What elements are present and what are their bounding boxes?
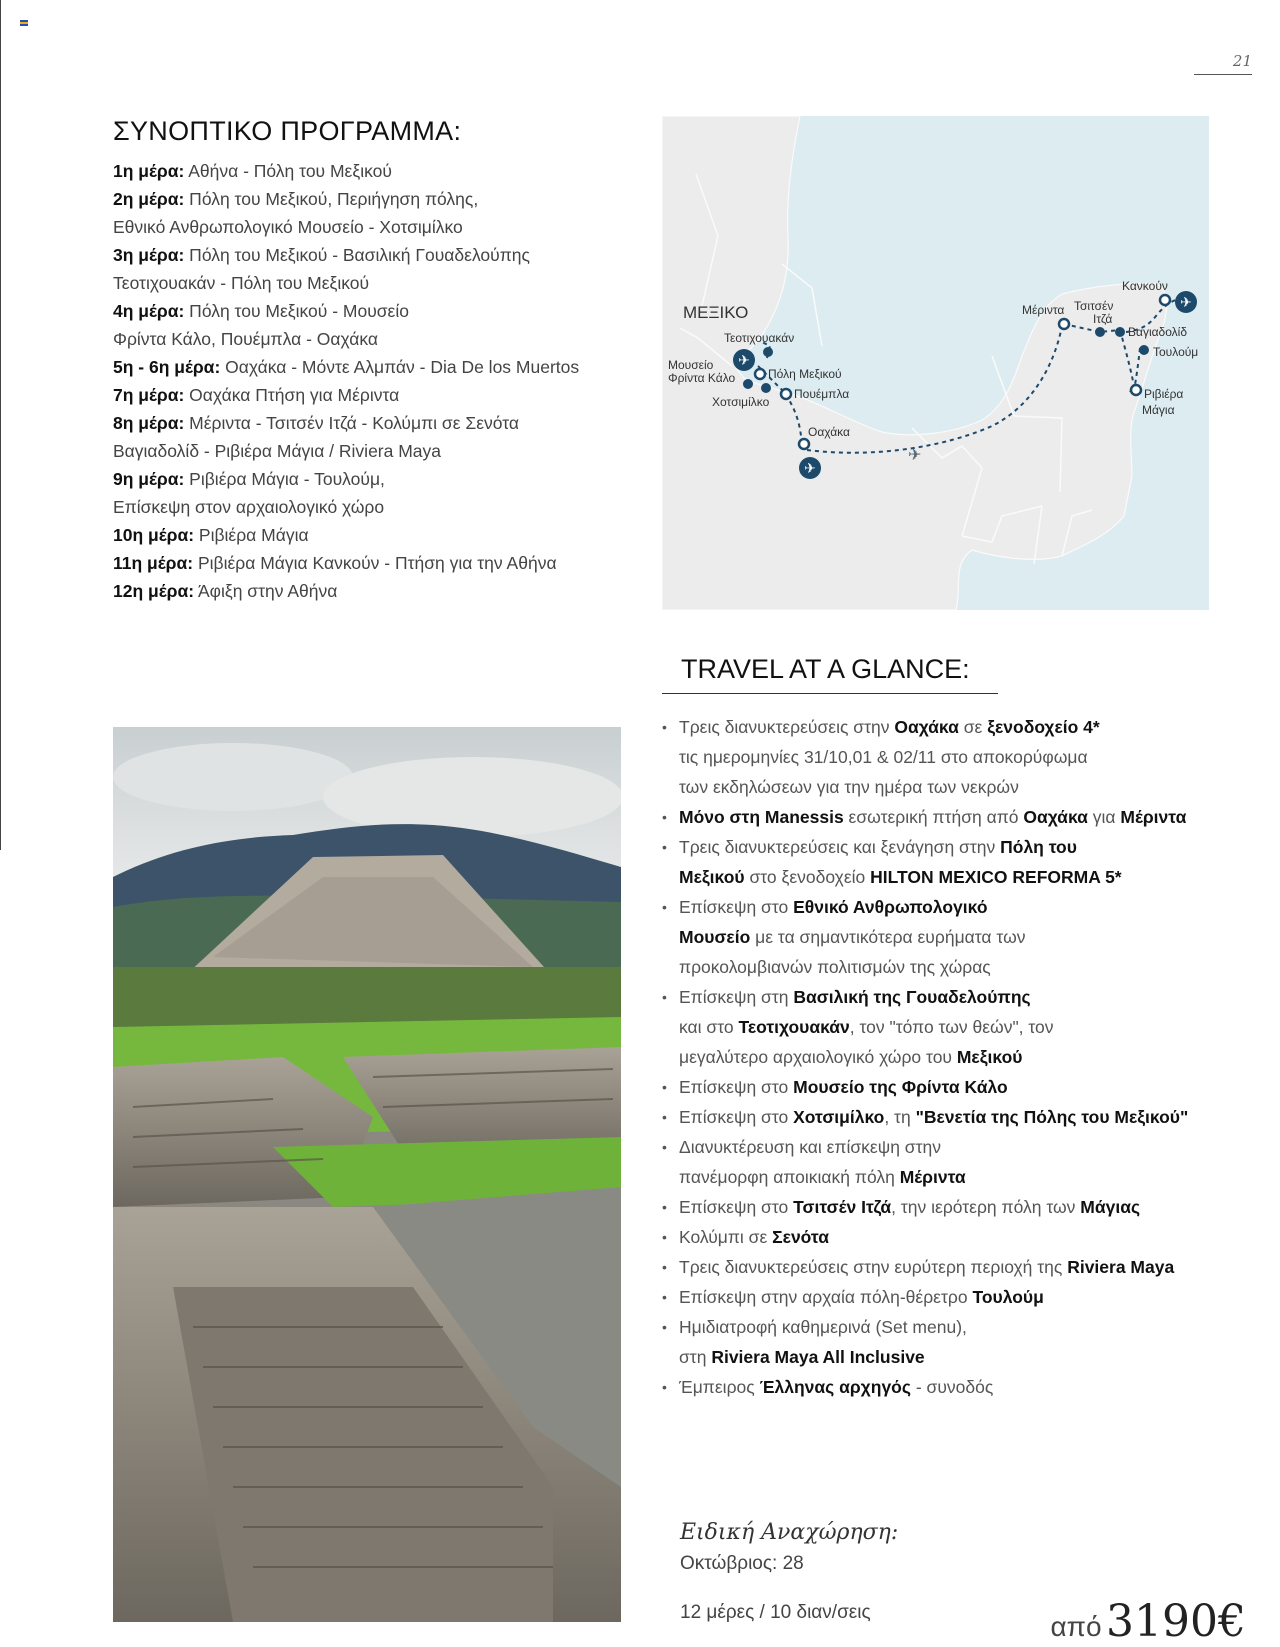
trip-duration: 12 μέρες / 10 διαν/σεις xyxy=(680,1602,871,1623)
program-day-line xyxy=(113,465,633,493)
marker-xochimilco xyxy=(761,383,771,393)
program-day-text: Αθήνα - Πόλη του Μεξικού xyxy=(184,161,392,181)
marker-oaxaca xyxy=(799,439,809,449)
program-day-text: Ριβιέρα Μάγια Κανκούν - Πτήση για την Αθήνα xyxy=(193,553,557,573)
program-day-label: 3η μέρα: xyxy=(113,245,185,265)
bullet-icon: • xyxy=(662,1259,667,1275)
glance-text: μεγαλύτερο αρχαιολογικό χώρο του xyxy=(679,1047,957,1067)
program-day-line xyxy=(113,269,633,297)
glance-item-line xyxy=(679,892,1222,922)
glance-highlight: Οαχάκα xyxy=(1023,807,1088,827)
glance-item-line xyxy=(679,1162,1222,1192)
program-day-line xyxy=(113,353,633,381)
program-day-line xyxy=(113,521,633,549)
program-day-line xyxy=(113,437,633,465)
airport-icon-mexico xyxy=(733,349,755,371)
glance-text: εσωτερική πτήση από xyxy=(843,807,1024,827)
program-day-text: Ριβιέρα Μάγια - Τουλούμ, xyxy=(184,469,385,489)
glance-text: , τη xyxy=(884,1107,916,1127)
program-day-text: Ριβιέρα Μάγια xyxy=(194,525,309,545)
glance-highlight: Πόλη του xyxy=(1000,837,1077,857)
glance-item-line xyxy=(679,712,1222,742)
marker-mexico-city xyxy=(755,369,765,379)
glance-item xyxy=(662,1132,1222,1192)
map-label-puebla: Πουέμπλα xyxy=(794,387,850,401)
program-day-text: Επίσκεψη στον αρχαιολογικό χώρο xyxy=(113,497,385,517)
program-day-text: Φρίντα Κάλο, Πουέμπλα - Οαχάκα xyxy=(113,329,378,349)
glance-text: Επίσκεψη στο xyxy=(679,1197,794,1217)
program-day-text: Οαχάκα Πτήση για Μέριντα xyxy=(184,385,400,405)
marker-museum xyxy=(743,379,753,389)
bullet-icon: • xyxy=(662,1379,667,1395)
program-day-line xyxy=(113,577,633,605)
glance-highlight: Οαχάκα xyxy=(894,717,959,737)
bullet-icon: • xyxy=(662,989,667,1005)
glance-text: Τρεις διανυκτερεύσεις στην ευρύτερη περιοχή της xyxy=(679,1257,1068,1277)
glance-highlight: Τσιτσέν Ιτζά xyxy=(793,1197,892,1217)
bullet-icon: • xyxy=(662,899,667,915)
map-label-oaxaca: Οαχάκα xyxy=(808,425,850,439)
glance-highlight: "Βενετία της Πόλης του Μεξικού" xyxy=(915,1107,1189,1127)
glance-text: Έμπειρος xyxy=(679,1377,760,1397)
glance-item xyxy=(662,982,1222,1072)
glance-item xyxy=(662,802,1222,832)
program-day-text: Βαγιαδολίδ - Ριβιέρα Μάγια / Riviera Maya xyxy=(113,441,442,461)
program-day-line xyxy=(113,213,633,241)
map-label-riviera-2: Μάγια xyxy=(1142,403,1175,417)
glance-item-line xyxy=(679,982,1222,1012)
marker-cancun xyxy=(1160,295,1170,305)
glance-item-line xyxy=(679,952,1222,982)
glance-text: με τα σημαντικότερα ευρήματα των xyxy=(750,927,1026,947)
program-title: ΣΥΝΟΠΤΙΚΟ ΠΡΟΓΡΑΜΜΑ: xyxy=(113,116,462,146)
glance-item-line xyxy=(679,1222,1222,1252)
glance-item-line xyxy=(679,1012,1222,1042)
price-block xyxy=(1050,1596,1246,1647)
program-day-label: 4η μέρα: xyxy=(113,301,185,321)
glance-highlight: Μάγιας xyxy=(1080,1197,1141,1217)
glance-item xyxy=(662,712,1222,802)
glance-highlight: Μεξικού xyxy=(679,867,745,887)
marker-puebla xyxy=(781,389,791,399)
glance-text: σε xyxy=(958,717,988,737)
page-number: 21 xyxy=(1194,52,1252,75)
program-day-line xyxy=(113,241,633,269)
glance-text: , την ιερότερη πόλη των xyxy=(891,1197,1081,1217)
route-map xyxy=(662,116,1209,610)
glance-item-line xyxy=(679,1372,1222,1402)
glance-text: προκολομβιανών πολιτισμών της χώρας xyxy=(679,957,991,977)
glance-text: Επίσκεψη στο xyxy=(679,1107,794,1127)
teotihuacan-photo xyxy=(113,727,621,1622)
glance-highlight: Χοτσιμίλκο xyxy=(793,1107,885,1127)
glance-title: TRAVEL AT A GLANCE: xyxy=(662,654,998,694)
program-day-label: 5η - 6η μέρα: xyxy=(113,357,221,377)
marker-teotihuacan xyxy=(763,347,773,357)
glance-highlight: Βασιλική της Γουαδελούπης xyxy=(793,987,1031,1007)
glance-item xyxy=(662,1072,1222,1102)
glance-item-line xyxy=(679,1132,1222,1162)
glance-highlight: Μέριντα xyxy=(899,1167,966,1187)
bullet-icon: • xyxy=(662,1289,667,1305)
program-day-label: 7η μέρα: xyxy=(113,385,185,405)
glance-text: Επίσκεψη στο xyxy=(679,1077,794,1097)
bullet-icon: • xyxy=(662,1229,667,1245)
marker-chichen-itza xyxy=(1095,327,1105,337)
glance-highlight: ξενοδοχείο 4* xyxy=(987,717,1100,737)
glance-item xyxy=(662,1372,1222,1402)
glance-text: για xyxy=(1087,807,1121,827)
map-label-cancun: Κανκούν xyxy=(1122,279,1168,293)
glance-text: πανέμορφη αποικιακή πόλη xyxy=(679,1167,900,1187)
glance-item-line xyxy=(679,1042,1222,1072)
program-day-line xyxy=(113,493,633,521)
glance-item-line xyxy=(679,922,1222,952)
glance-item xyxy=(662,1312,1222,1372)
program-day-line xyxy=(113,409,633,437)
glance-text: , τον "τόπο των θεών", τον xyxy=(849,1017,1054,1037)
glance-item-line xyxy=(679,1072,1222,1102)
program-day-text: Άφιξη στην Αθήνα xyxy=(194,581,338,601)
glance-text: τις ημερομηνίες 31/10,01 & 02/11 στο αποκορύφωμα xyxy=(679,747,1088,767)
glance-item-line xyxy=(679,742,1222,772)
marker-valladolid xyxy=(1115,327,1125,337)
map-label-tulum: Τουλούμ xyxy=(1153,345,1199,359)
program-day-text: Εθνικό Ανθρωπολογικό Μουσείο - Χοτσιμίλκο xyxy=(113,217,463,237)
marker-merida xyxy=(1059,319,1069,329)
glance-highlight: Μουσείο xyxy=(679,927,751,947)
glance-item-line xyxy=(679,862,1222,892)
glance-item-line xyxy=(679,1282,1222,1312)
program-day-label: 1η μέρα: xyxy=(113,161,185,181)
program-day-text: Πόλη του Μεξικού - Βασιλική Γουαδελούπης xyxy=(184,245,530,265)
glance-item xyxy=(662,1222,1222,1252)
svg-text:✈: ✈ xyxy=(804,461,816,477)
glance-highlight: Τεοτιχουακάν xyxy=(738,1017,850,1037)
map-label-merida: Μέριντα xyxy=(1022,303,1065,317)
glance-text: Διανυκτέρευση και επίσκεψη στην xyxy=(679,1137,941,1157)
glance-item-line xyxy=(679,772,1222,802)
airport-icon-cancun xyxy=(1175,291,1197,313)
map-label-mexico-city: Πόλη Μεξικού xyxy=(768,367,842,381)
program-day-label: 9η μέρα: xyxy=(113,469,185,489)
program-day-text: Μέριντα - Τσιτσέν Ιτζά - Κολύμπι σε Σενότα xyxy=(184,413,520,433)
map-label-chichen-1: Τσιτσέν xyxy=(1074,299,1114,313)
travel-at-a-glance xyxy=(662,654,1222,1402)
glance-text: στη xyxy=(679,1347,712,1367)
glance-highlight: Riviera Maya xyxy=(1067,1257,1175,1277)
glance-highlight: Εθνικό Ανθρωπολογικό xyxy=(793,897,988,917)
glance-item-line xyxy=(679,1192,1222,1222)
glance-highlight: Μουσείο της Φρίντα Κάλο xyxy=(793,1077,1008,1097)
program-day-line xyxy=(113,297,633,325)
glance-highlight: Μεξικού xyxy=(956,1047,1023,1067)
glance-item-line xyxy=(679,1342,1222,1372)
glance-item xyxy=(662,1252,1222,1282)
bullet-icon: • xyxy=(662,719,667,735)
glance-item-line xyxy=(679,1102,1222,1132)
departure-date: Οκτώβριος: 28 xyxy=(680,1553,804,1574)
glance-item xyxy=(662,1282,1222,1312)
glance-text: Επίσκεψη στο xyxy=(679,897,794,917)
glance-text: - συνοδός xyxy=(910,1377,994,1397)
program-day-text: Πόλη του Μεξικού, Περιήγηση πόλης, xyxy=(184,189,479,209)
program-day-label: 2η μέρα: xyxy=(113,189,185,209)
program-day-line xyxy=(113,157,633,185)
glance-text: των εκδηλώσεων για την ημέρα των νεκρών xyxy=(679,777,1019,797)
glance-text: Κολύμπι σε xyxy=(679,1227,773,1247)
program-day-line xyxy=(113,549,633,577)
bullet-icon: • xyxy=(662,839,667,855)
price-prefix: από xyxy=(1050,1611,1102,1642)
glance-highlight: HILTON MEXICO REFORMA 5* xyxy=(870,867,1122,887)
glance-text: Ημιδιατροφή καθημερινά (Set menu), xyxy=(679,1317,967,1337)
glance-text: Τρεις διανυκτερεύσεις και ξενάγηση στην xyxy=(679,837,1001,857)
flag-icon xyxy=(20,20,28,26)
bullet-icon: • xyxy=(662,1319,667,1335)
glance-item-line xyxy=(679,1312,1222,1342)
program-day-text: Οαχάκα - Μόντε Αλμπάν - Dia De los Muertos xyxy=(220,357,580,377)
program-day-line xyxy=(113,325,633,353)
program-day-label: 10η μέρα: xyxy=(113,525,195,545)
glance-highlight: Μόνο στη Manessis xyxy=(679,807,844,827)
page-edge-line xyxy=(0,0,1,850)
glance-text: Επίσκεψη στη xyxy=(679,987,794,1007)
svg-text:✈: ✈ xyxy=(1180,295,1192,311)
glance-highlight: Μέριντα xyxy=(1120,807,1187,827)
program-day-label: 8η μέρα: xyxy=(113,413,185,433)
glance-text: Τρεις διανυκτερεύσεις στην xyxy=(679,717,895,737)
glance-item-line xyxy=(679,802,1222,832)
glance-item-line xyxy=(679,1252,1222,1282)
glance-list xyxy=(662,712,1222,1402)
flight-plane-icon: ✈ xyxy=(908,445,922,464)
price-amount: 3190€ xyxy=(1106,1596,1246,1647)
program-day-text: Πόλη του Μεξικού - Μουσείο xyxy=(184,301,409,321)
map-label-riviera-1: Ριβιέρα xyxy=(1144,387,1184,401)
map-label-chichen-2: Ιτζά xyxy=(1093,312,1113,326)
map-label-museum-2: Φρίντα Κάλο xyxy=(668,371,736,385)
glance-item xyxy=(662,892,1222,982)
program-day-text: Τεοτιχουακάν - Πόλη του Μεξικού xyxy=(113,273,370,293)
map-label-country: ΜΕΞΙΚΟ xyxy=(683,303,749,322)
glance-highlight: Riviera Maya All Inclusive xyxy=(711,1347,925,1367)
marker-riviera-maya xyxy=(1131,385,1141,395)
glance-item xyxy=(662,1192,1222,1222)
glance-text: και στο xyxy=(679,1017,739,1037)
glance-text: στο ξενοδοχείο xyxy=(744,867,871,887)
program-day-label: 11η μέρα: xyxy=(113,553,194,573)
program-day-label: 12η μέρα: xyxy=(113,581,195,601)
glance-text: Επίσκεψη στην αρχαία πόλη-θέρετρο xyxy=(679,1287,973,1307)
map-label-museum-1: Μουσείο xyxy=(668,358,714,372)
map-label-valladolid: Βαγιαδολίδ xyxy=(1128,325,1188,339)
map-label-teotihuacan: Τεοτιχουακάν xyxy=(724,331,795,345)
glance-item xyxy=(662,1102,1222,1132)
glance-highlight: Έλληνας αρχηγός xyxy=(759,1377,911,1397)
bullet-icon: • xyxy=(662,1109,667,1125)
bullet-icon: • xyxy=(662,809,667,825)
airport-icon-oaxaca xyxy=(799,457,821,479)
program-list xyxy=(113,157,633,605)
bullet-icon: • xyxy=(662,1139,667,1155)
departure-title: Ειδική Αναχώρηση: xyxy=(680,1520,899,1545)
glance-item xyxy=(662,832,1222,892)
svg-text:✈: ✈ xyxy=(738,353,750,369)
program-day-line xyxy=(113,381,633,409)
glance-highlight: Σενότα xyxy=(772,1227,829,1247)
map-label-xochimilco: Χοτσιμίλκο xyxy=(712,395,770,409)
glance-item-line xyxy=(679,832,1222,862)
marker-tulum xyxy=(1139,345,1149,355)
glance-highlight: Τουλούμ xyxy=(972,1287,1044,1307)
program-section xyxy=(113,116,633,605)
program-day-line xyxy=(113,185,633,213)
bullet-icon: • xyxy=(662,1199,667,1215)
bullet-icon: • xyxy=(662,1079,667,1095)
